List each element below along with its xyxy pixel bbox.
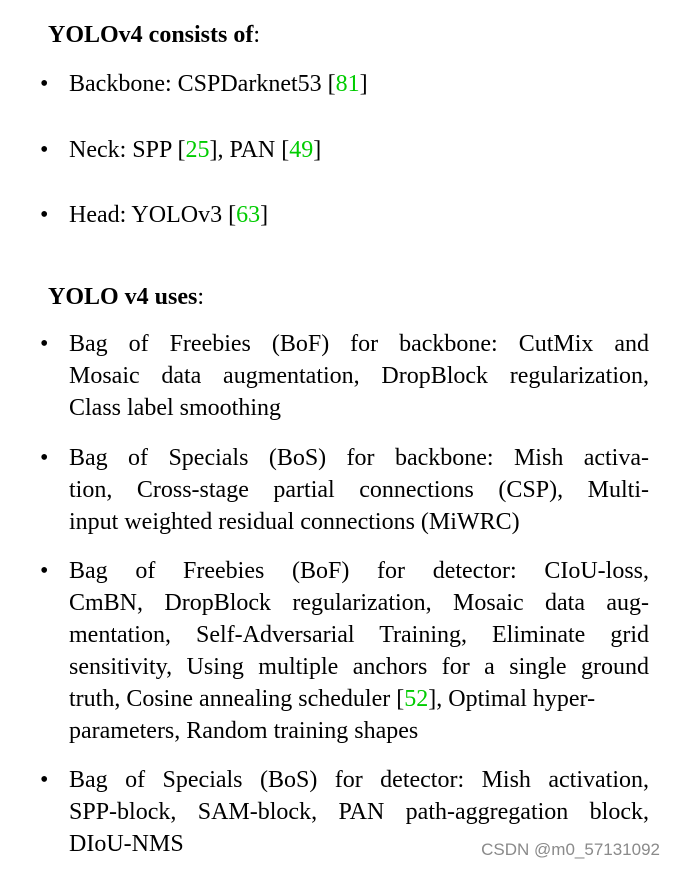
heading-consists-of: YOLOv4 consists of: bbox=[48, 22, 261, 48]
bullet-dot: • bbox=[40, 71, 49, 97]
heading-uses: YOLO v4 uses: bbox=[48, 284, 205, 310]
bullet-dot: • bbox=[40, 331, 49, 357]
citation-link[interactable]: 63 bbox=[236, 202, 261, 228]
bullet-dot: • bbox=[40, 137, 49, 163]
citation-link[interactable]: 25 bbox=[185, 137, 210, 163]
bullet-dot: • bbox=[40, 558, 49, 584]
csdn-watermark: CSDN @m0_57131092 bbox=[481, 840, 660, 859]
citation-link[interactable]: 52 bbox=[404, 686, 429, 712]
citation-link[interactable]: 81 bbox=[335, 71, 360, 97]
citation-link[interactable]: 49 bbox=[289, 137, 314, 163]
bullet-dot: • bbox=[40, 202, 49, 228]
paper-excerpt: YOLOv4 consists of: • Backbone: CSPDarknet53 [81] • Neck: SPP [25], PAN [49] • Head: YOLOv3 [63] YOLO v4 uses: • Bag of Freebies (BoF) for backbone: CutMix and Mosaic data augmentation, DropBlock regularization, Class label smoothing • Bag of Specials (BoS) for backbone: Mish activa- tion, Cross-stage partial connections (CSP), Multi- input weighted residual connections (MiWRC) • Bag of Freebies (BoF) for detector: CIoU-loss, CmBN, DropBlock regularization, Mosaic data aug- mentation, Self-Adversarial Training, Eliminate grid sensitivity, Using multiple anchors for a single ground truth, Cosine annealing scheduler [52], Optimal hyper- parameters, Random training shapes • Bag of Specials (BoS) for detector: Mish activation, SPP-block, SAM-block, PAN path-aggregation block, DIoU-NMS CSDN @m0_57131092 bbox=[40, 22, 660, 859]
bullet-dot: • bbox=[40, 767, 49, 793]
bullet-dot: • bbox=[40, 445, 49, 471]
